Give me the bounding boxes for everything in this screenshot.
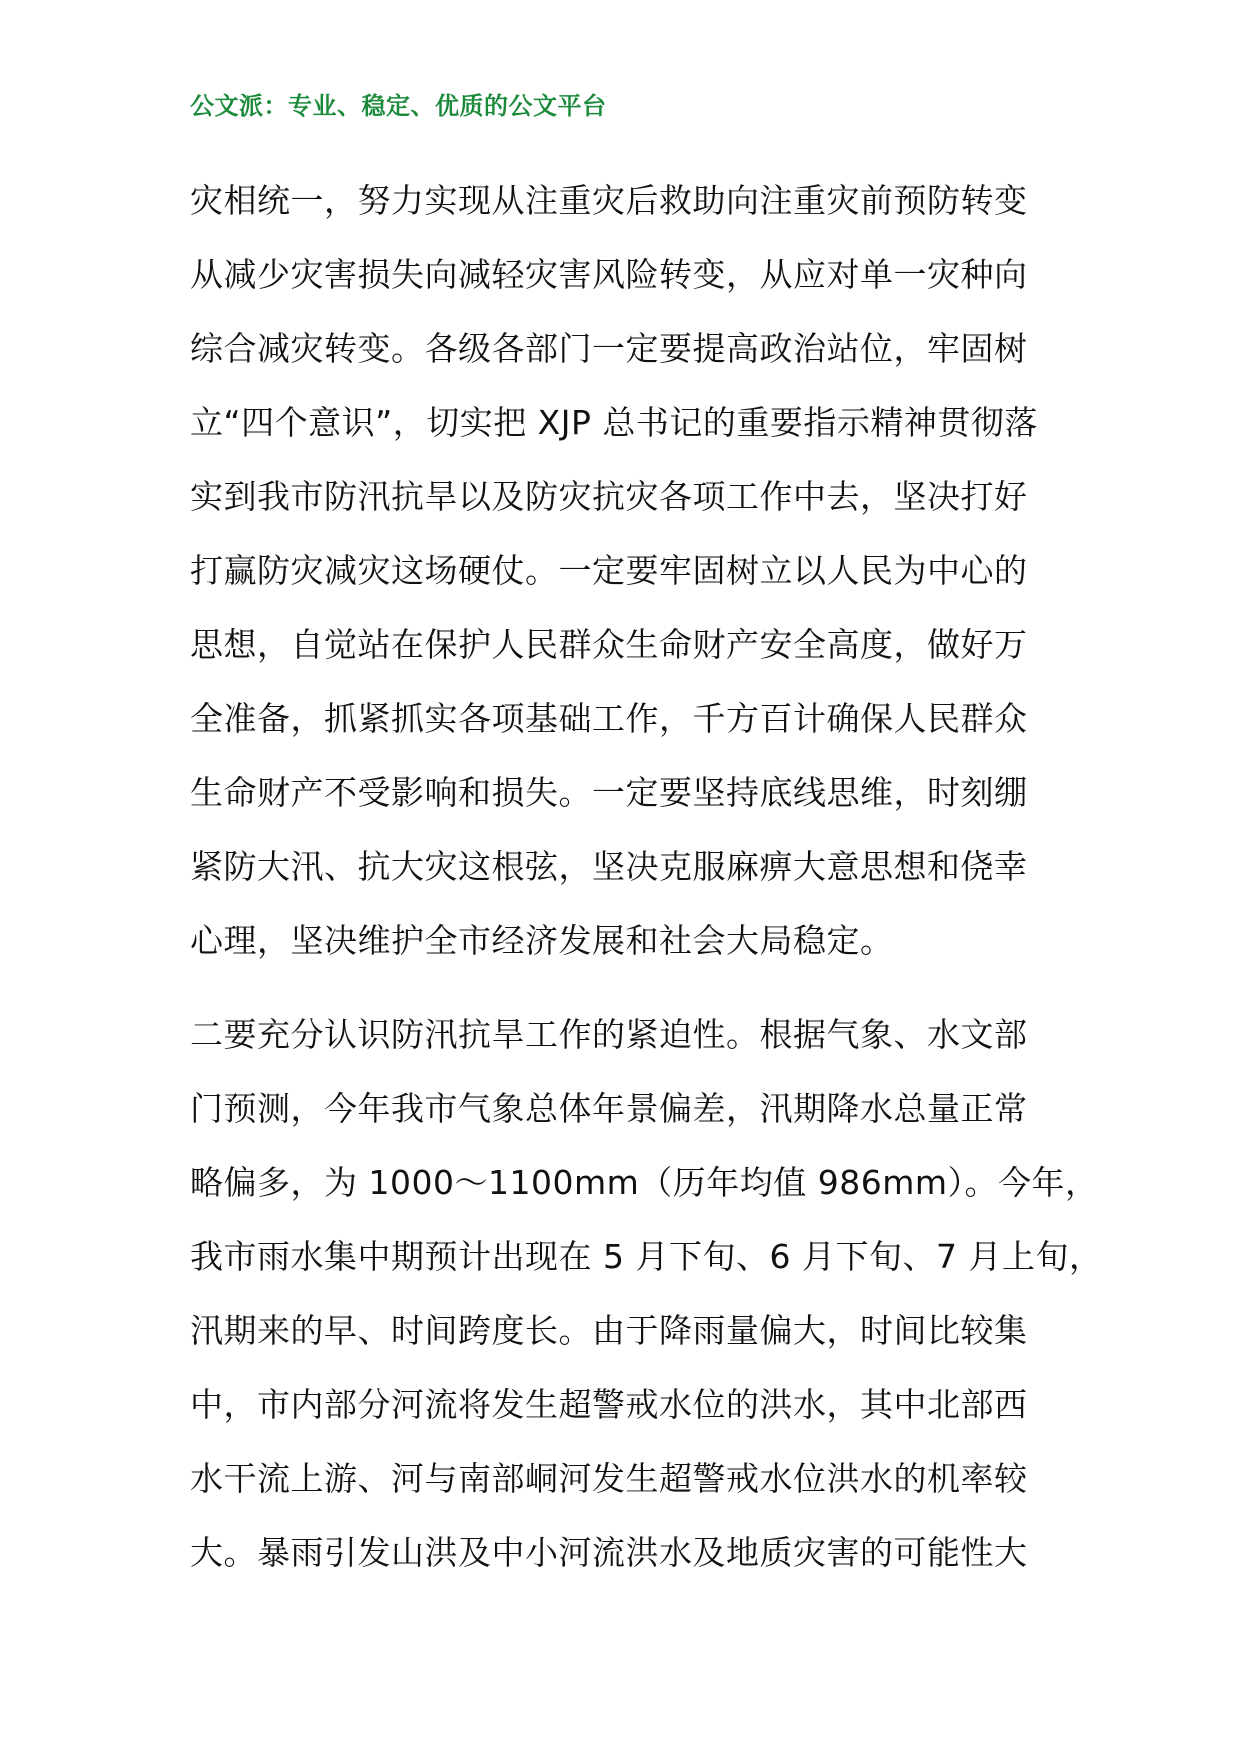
text-line: 水干流上游、河与南部峒河发生超警戒水位洪水的机率较 bbox=[190, 1459, 1028, 1498]
text-line: 门预测，今年我市气象总体年景偏差，汛期降水总量正常 bbox=[190, 1089, 1028, 1128]
text-line: 汛期来的早、时间跨度长。由于降雨量偏大，时间比较集 bbox=[190, 1311, 1028, 1350]
text-line: 灾相统一，努力实现从注重灾后救助向注重灾前预防转变 bbox=[190, 181, 1028, 220]
text-line: 生命财产不受影响和损失。一定要坚持底线思维，时刻绷 bbox=[190, 773, 1028, 812]
text-line: 大。暴雨引发山洪及中小河流洪水及地质灾害的可能性大 bbox=[190, 1533, 1028, 1572]
text-line: 打赢防灾减灾这场硬仗。一定要牢固树立以人民为中心的 bbox=[190, 551, 1028, 590]
paragraph-spacer bbox=[190, 978, 1090, 998]
text-line: 实到我市防汛抗旱以及防灾抗灾各项工作中去，坚决打好 bbox=[190, 477, 1028, 516]
page-header: 公文派：专业、稳定、优质的公文平台 bbox=[190, 92, 607, 120]
text-line: 中，市内部分河流将发生超警戒水位的洪水，其中北部西 bbox=[190, 1385, 1028, 1424]
text-line: 我市雨水集中期预计出现在 5 月下旬、6 月下旬、7 月上旬， bbox=[190, 1237, 1103, 1276]
text-line: 综合减灾转变。各级各部门一定要提高政治站位，牢固树 bbox=[190, 329, 1028, 368]
text-line: 紧防大汛、抗大灾这根弦，坚决克服麻痹大意思想和侥幸 bbox=[190, 847, 1028, 886]
text-line: 立“四个意识”，切实把 XJP 总书记的重要指示精神贯彻落 bbox=[190, 403, 1038, 442]
document-body bbox=[190, 164, 1103, 1590]
text-line: 二要充分认识防汛抗旱工作的紧迫性。根据气象、水文部 bbox=[190, 1015, 1028, 1054]
text-line: 略偏多，为 1000～1100mm（历年均值 986mm）。今年， bbox=[190, 1163, 1099, 1202]
text-line: 从减少灾害损失向减轻灾害风险转变，从应对单一灾种向 bbox=[190, 255, 1028, 294]
text-line: 全准备，抓紧抓实各项基础工作，千方百计确保人民群众 bbox=[190, 699, 1028, 738]
text-line: 心理，坚决维护全市经济发展和社会大局稳定。 bbox=[190, 921, 894, 960]
paragraph-2 bbox=[190, 998, 1103, 1590]
paragraph-1 bbox=[190, 164, 1090, 978]
text-line: 思想，自觉站在保护人民群众生命财产安全高度，做好万 bbox=[190, 625, 1028, 664]
